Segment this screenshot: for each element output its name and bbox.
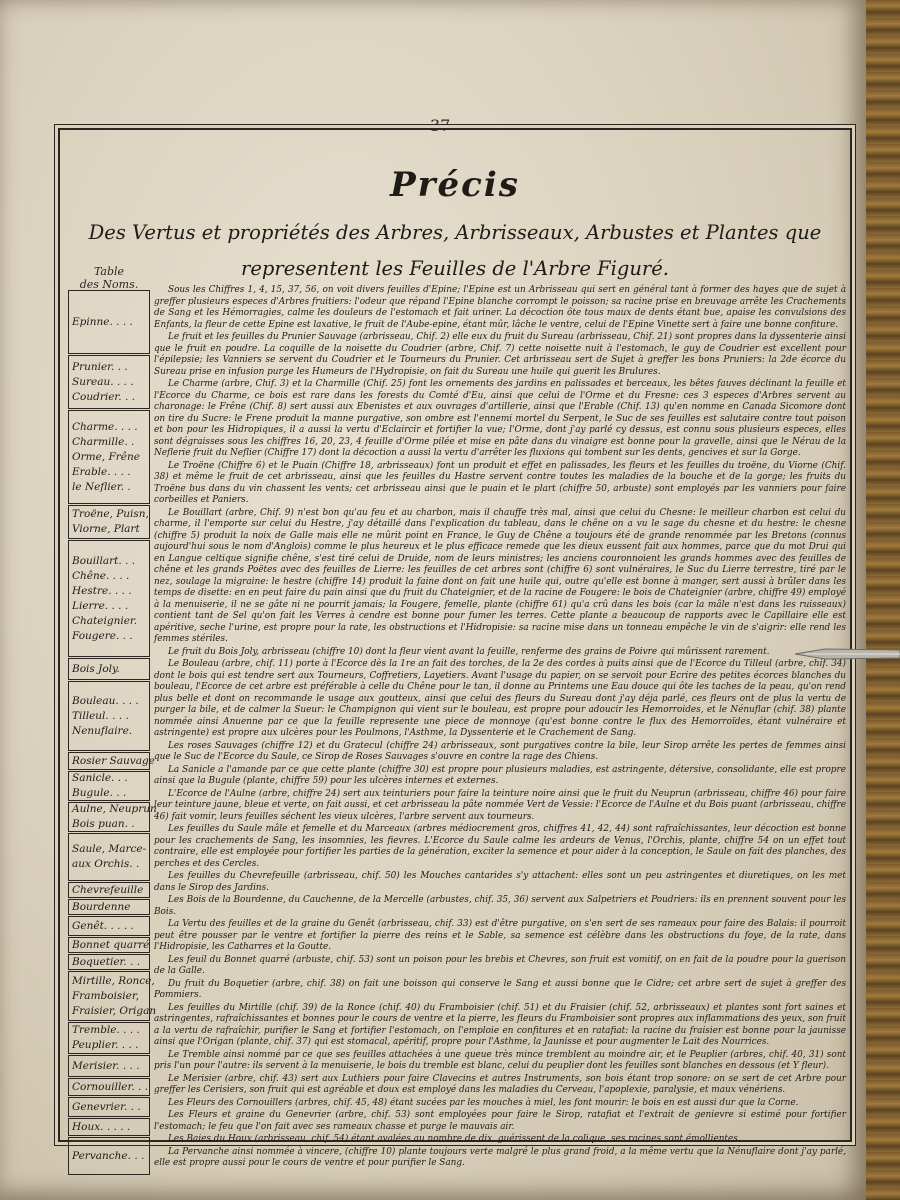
index-entry	[68, 1137, 150, 1175]
body-paragraph: La Sanicle a l'amande par ce que cette plante (chiffre 30) est propre pour plusieurs maladies, est astringente, détersive, consolidante, elle est propre ainsi que la Bugule (plante, chiffre 59) pour les ulcères internes et externes.	[154, 764, 846, 786]
page-number: 37	[430, 116, 451, 135]
index-name: Cornouiller. . .	[72, 1080, 149, 1093]
index-entry	[68, 833, 150, 881]
index-entry	[68, 1097, 150, 1117]
index-name: Bonnet quarré	[72, 938, 150, 951]
index-name: Sureau. . . .	[72, 375, 134, 388]
body-paragraph: L'Ecorce de l'Aulne (arbre, chiffre 24) sert aux teinturiers pour faire la teinture noire ainsi que le fruit du Neuprun (arbrisseau, chiffre 46) pour faire leur teinture jaune, bleue et verte, on fait aussi, et cet arbrisseau la pâte nommée Vert de Vessie: l'Ecorce de l'Aulne et du Bois puant (arbrisseau, chiffre 46) fait vomir, leurs feuilles séchent les vieux ulcères, l'arbre servent aux tourneurs.	[154, 788, 846, 822]
index-name: Genevrier. . .	[72, 1100, 141, 1113]
index-name: Bouillart. . .	[72, 554, 136, 567]
body-paragraph: La Pervanche ainsi nommée à vincere, (chiffre 10) plante toujours verte malgré le plus grand froid, a la même vertu que la Nénuflaire dont j'ay parlé, elle est propre aussi pour le cours de ventre et pour purifier le Sang.	[154, 1146, 846, 1168]
body-paragraph: Le fruit et les feuilles du Prunier Sauvage (arbrisseau, Chif. 2) elle eux du fruit du Sureau (arbrisseau, Chif. 21) sont propres dans la dyssenterie ainsi que le fruit en poudre. La coquille de la noisette du Coudrier (arbre, Chif. 7) cette noisette nuit à l'estomach, le guy de Coudrier est excellent pour l'épilepsie; les Vanniers se servent du Coudrier et le Tourneurs du Prunier. Cet arbrisseau sert de Sujet à greffer les bons Pruniers: la 2de écorce du Sureau prise en infusion purge les Humeurs de l'Hydropisie, on fait du Sureau une huile qui guerit les Brulures.	[154, 332, 846, 377]
index-name: Boquetier. . .	[72, 955, 141, 968]
paper-knife	[795, 646, 900, 662]
body-paragraph: Les feuilles du Chevrefeuille (arbrisseau, chif. 50) les Mouches cantarides s'y attachent: elles sont un peu astringentes et diuretiques, on les met dans le Sirop des Jardins.	[154, 871, 846, 893]
index-name: Fougere. . .	[72, 629, 133, 642]
index-entry	[68, 505, 150, 539]
index-name: Charme. . . .	[72, 420, 138, 433]
index-entry	[68, 882, 150, 898]
body-paragraph: Le fruit du Bois Joly, arbrisseau (chiffre 10) dont la fleur vient avant la feuille, renferme des grains de Poivre qui mûrissent rarement.	[168, 646, 770, 657]
index-name: Pervanche. . .	[72, 1149, 145, 1162]
index-entry	[68, 355, 150, 409]
body-paragraph: Les Fleurs et graine du Genevrier (arbre, chif. 53) sont employées pour faire le Sirop, ratafiat et l'extrait de genievre si estimé pour fortifier l'estomach; le feu que l'on fait avec ses rameaux chasse et purge le mauvais air.	[154, 1110, 846, 1132]
body-paragraph: Les Baies du Houx (arbrisseau, chif. 54) étant avalées au nombre de dix, guérissent de la colique, ses racines sont émollientes.	[168, 1134, 741, 1144]
index-name: Fraisier, Origan	[72, 1004, 157, 1017]
index-entry	[68, 1078, 150, 1096]
index-entry	[68, 954, 150, 970]
body-paragraph: Le Troëne (Chiffre 6) et le Puain (Chiffre 18, arbrisseaux) font un produit et effet en palissades, les fleurs et les feuilles du troëne, du Viorne (Chif. 38) et même le fruit de cet arbrisseau, ainsi que les feuilles du Hastre servent contre toutes les maladies de la bouche et de la gorge; les fruits du Troëne bus dans du vin chassent les vents; cet arbrisseau ainsi que le puain et le plart (chiffre 50, arbuste) sont employés par les vanniers pour faire corbeilles et Paniers.	[154, 460, 846, 505]
index-entry	[68, 681, 150, 751]
index-name: le Neflier. .	[72, 480, 131, 493]
index-name: Viorne, Plart	[72, 523, 140, 535]
text-frame	[58, 128, 852, 1168]
index-entry	[68, 802, 157, 832]
index-name: Tilleul. . . .	[72, 709, 129, 722]
body-paragraph: Les feuilles du Mirtille (chif. 39) de la Ronce (chif. 40) du Framboisier (chif. 51) et du Fraisier (chif. 52, arbrisseaux) et plantes sont fort saines et astringentes, rafraîchissantes et bonnes pour le cours de ventre et la pierre, les fleurs du Framboisier sont propres aux inflammations des yeux, son fruit a la vertu de rafraîchir, purifier le Sang et fortifier l'estomach, on l'emploie en confitures et en ratafiat: la racine du fraisier est bonne pour la jaunisse ainsi que l'Origan (plante, chif. 37) qui est stomacal, apéritif, propre pour l'Asthme, la Jaunisse et pour augmenter le Lait des Nourrices.	[154, 1002, 846, 1047]
index-name: Saule, Marce-	[72, 843, 147, 855]
index-entry	[68, 771, 150, 801]
index-name: Erable. . . .	[72, 465, 131, 478]
index-entry	[68, 410, 150, 504]
body-paragraph: Les Bois de la Bourdenne, du Cauchenne, de la Mercelle (arbustes, chif. 35, 36) servent aux Salpetriers et Poudriers: ils en prennent souvent pour les Bois.	[154, 895, 846, 917]
index-name: Tremble. . . .	[72, 1024, 140, 1036]
index-name: Mirtille, Ronce,	[72, 974, 155, 987]
body-paragraph: Le Merisier (arbre, chif. 43) sert aux Luthiers pour faire Clavecins et autres Instruments, son bois étant trop sonore: on se sert de cet Arbre pour greffer les Cerisiers, son fruit qui est agréable et doux est employé dans les maladies du Cerveau, l'apoplexie, paralysie, et maux vénériens.	[154, 1073, 846, 1095]
body-paragraph: Le Bouillart (arbre, Chif. 9) n'est bon qu'au feu et au charbon, mais il chauffe très mal, ainsi que celui du Chesne: le meilleur charbon est celui du charme, il l'emporte sur celui du Hestre, j'ay détaillé dans l'explication du tableau, dans le chêne on a vu le sage du chesne et du hestre: le chesne (chiffre 5) produit la noix de Galle mais elle ne mûrit point en France, le Guy de Chêne a toujours été de grande renommée par les Bretons (connus aujourd'hui sous le nom d'Anglois) comme le plus heureux et le plus efficace remede que les dieux eussent fait aux hommes, parce que du mot Drui qui en Langue celtique signifie chêne, s'est tiré celui de Druide, nom de leurs ministres; les anciens couronnoient les grands hommes avec des feuilles de chêne et les grands Poëtes avec des feuilles de Lierre: les feuilles de cet arbres sont (chiffre 6) sont vulnéraires, le Suc du Lierre terrestre, tiré par le nez, soulage la migraine: le hestre (chiffre 14) produit la faine dont on fait une huile qui, outre qu'elle est bonne à manger, sert aussi à brûler dans les temps de disette: en en peut faire du pain ainsi que du fruit du Chateignier, et de la racine de Fougere: le bois de Chateignier (arbre, chiffre 49) employé à la menuiserie, il ne se gâte ni ne pourrit jamais; la Fougere, femelle, plante (chiffre 61) qu'a crû dans les bois (car la mâle n'est dans les ruisseaux) contient tant de Sel qu'on fait les Verres à cendre est bonne pour fumer les terres. Cette plante a beaucoup de rapports avec le Capillaire elle est apéritive, seche l'urine, est propre pour la rate, les obstructions et l'Hidropisie: sa racine mise dans un tonneau empêche le vin de s'aigrir: elle rend les femmes stériles.	[154, 507, 846, 644]
index-name: Aulne, Neuprun	[72, 803, 157, 815]
index-name: Genêt. . . . .	[72, 919, 134, 932]
body-paragraph: Les roses Sauvages (chiffre 12) et du Gratecul (chiffre 24) arbrisseaux, sont purgatives contre la bile, leur Sirop arrête les pertes de femmes ainsi que le Suc de l'Ecorce du Saule, ce Sirop de Roses Sauvages s'ouvre en contre la rage des Chiens.	[154, 740, 846, 762]
index-entry	[68, 1022, 150, 1054]
index-name: Sanicle. . .	[72, 772, 128, 784]
index-name: Bois puan. .	[72, 818, 135, 830]
body-paragraph: Le Bouleau (arbre, chif. 11) porte à l'Ecorce dès la 1re an fait des torches, de la 2e des cordes à puits ainsi que de l'Ecorce du Tilleul (arbre, chif. 34) dont le bois qui est tendre sert aux Tourneurs, Coffretiers, Layetiers. Avant l'usage du papier, on se servoit pour Ecrire des petites écorces blanches du bouleau, l'Ecorce de cet arbre est préférable à celle du Chêne pour le tan, il donne au Printems une Eau douce qui ôte les taches de la peau, qu'on rend plus belle et dont on recommande le usage aux goutteux, ainsi que celui des fleurs du Sureau dont j'ay déja parlé, ces fleurs ont de plus la vertu de purger la bile, et de calmer la Sueur: le Champignon qui vient sur le bouleau, est propre pour adoucir les Hemorroides, et le Nénuflar (chif. 38) plante nommée ainsi Anuenne par ce que la feuille represente une piece de monnoye (qu'est bonne contre le flux des Hemorroïdes, étant vulnéraire et astringente) est propre aux ulcères pour les Poulmons, l'Asthme, la Dyssenterie et le Crachement de Sang.	[154, 659, 846, 738]
index-name: Merisier. . . .	[72, 1059, 140, 1072]
index-name: Chêne. . . .	[72, 569, 130, 582]
subtitle-line-1: Des Vertus et propriétés des Arbres, Arbrisseaux, Arbustes et Plantes que	[88, 221, 822, 244]
body-paragraph: Le Tremble ainsi nommé par ce que ses feuilles attachées à une queue très mince tremblent au moindre air, et le Peuplier (arbres, chif. 40, 31) sont pris l'un pour l'autre: ils servent à la menuiserie, le bois du tremble est blanc, celui du peuplier dont les feuilles sont blanches en dessous (et Y fleur).	[154, 1049, 846, 1071]
index-entry	[68, 916, 150, 936]
index-name: aux Orchis. .	[72, 858, 140, 870]
page-subtitle	[80, 215, 830, 287]
page-title: Précis	[390, 165, 520, 205]
body-text	[154, 285, 846, 1168]
subtitle-line-2: representent les Feuilles de l'Arbre Figuré.	[241, 257, 669, 280]
index-name: Troëne, Puisn,	[72, 508, 149, 520]
index-entry	[68, 1055, 150, 1077]
index-entry	[68, 290, 150, 354]
index-name: Bois Joly.	[72, 662, 120, 675]
index-entry	[68, 540, 150, 657]
index-header-line-2: des Noms.	[79, 278, 139, 291]
index-name: Framboisier,	[72, 989, 140, 1002]
index-name: Rosier Sauvage	[72, 754, 155, 767]
body-paragraph: Les feuilles du Saule mâle et femelle et du Marceaux (arbres médiocrement gros, chiffres 41, 42, 44) sont rafraîchissantes, leur décoction est bonne pour les crachements de Sang, les insomnies, les fievres. L'Ecorce du Saule calme les ardeurs de Venus, l'Orchis, plante, chiffre 54 on un effet tout contraire, elle est employée pour fortifier les parties de la génération, exciter la semence et pour aider à la conception, le Saule on fait des planches, des perches et des Cercles.	[154, 824, 846, 869]
index-name: Bourdenne	[72, 900, 131, 913]
index-name: Hestre. . . .	[72, 584, 132, 597]
index-header-line-1: Table	[93, 265, 125, 278]
index-name: Nenuflaire.	[72, 724, 133, 737]
body-paragraph: Les feuil du Bonnet quarré (arbuste, chif. 53) sont un poison pour les brebis et Chevres, son fruit est vomitif, on en fait de la poudre pour la guerison de la Galle.	[154, 954, 846, 976]
index-name: Bugule. . .	[72, 787, 127, 799]
index-name: Lierre. . . .	[72, 599, 129, 612]
index-column	[68, 290, 157, 1176]
index-name: Orme, Frêne	[72, 450, 140, 463]
body-paragraph: Sous les Chiffres 1, 4, 15, 37, 56, on voit divers feuilles d'Epine; l'Epine est un Arbrisseau qui sert en général tant à former des hayes que de sujet à greffer plusieurs especes d'Arbres fruitiers: l'odeur que répand l'Epine blanche corrompt le poisson; sa racine prise en breuvage arrête les Crachements de Sang et les Hémorragies, calme les douleurs de l'estomach et fait uriner. La décoction ôte tous maux de dents étant bue, apaise les convulsions des Enfants, la fleur de cette Epine est laxative, le fruit de l'Aube-epine, étant mûr, lâche le ventre, celui de l'Epine Vinette sert à faire une bonne confiture.	[154, 285, 846, 330]
index-name: Epinne. . . .	[72, 315, 133, 328]
index-header	[74, 265, 144, 291]
index-name: Chevrefeuille	[72, 883, 144, 896]
index-name: Coudrier. . .	[72, 390, 135, 403]
index-name: Prunier. . .	[72, 360, 128, 373]
index-name: Chateignier.	[72, 614, 138, 627]
index-entry	[68, 658, 150, 680]
index-name: Bouleau. . . .	[72, 694, 139, 707]
body-paragraph: Le Charme (arbre, Chif. 3) et la Charmille (Chif. 25) font les ornements des jardins en palissades et berceaux, les bêtes fauves déclinant la feuille et l'Ecorce du Charme, ce bois est rare dans les forests du Comté d'Eu, ainsi que celui de l'Orme et du Fresne: ces 3 especes d'Arbres servent au charonage: le Frêne (Chif. 8) sert aussi aux Ebenistes et aux ouvrages d'artillerie, ainsi que l'Erable (Chif. 13) qu'en nomme en Canada Sicomore dont on tire du Sucre: le Frene produit la manne purgative, son ombre est l'ennemi mortel du Serpent, le Suc de ses feuilles est salutaire contre tout poison et bon pour les Hidropiques, il a aussi la vertu d'Eclaircir et fortifier la vue; l'Orme, dont j'ay parlé cy dessus, est connu sous plusieurs especes, elles sont dégraisses sous les chiffres 16, 20, 23, 4 feuille d'Orme pilée et mise en pâte dans du vinaigre est bonne pour la gravelle, ainsi que le Nérau de la Neflerie fruit du Neflier (Chiffre 17) dont la décoction a aussi la vertu d'arrêter les fluxions qui tombent sur les dents, gencives et sur la Gorge.	[154, 379, 846, 458]
body-paragraph: Du fruit du Boquetier (arbre, chif. 38) on fait une boisson qui conserve le Sang et aussi bonne que le Cidre; cet arbre sert de sujet à greffer des Pommiers.	[154, 978, 846, 1000]
book-binding	[864, 0, 900, 1200]
index-name: Houx. . . . .	[72, 1120, 131, 1133]
index-name: Charmille. .	[72, 435, 135, 448]
index-name: Peuplier. . . .	[72, 1039, 139, 1051]
index-entry	[68, 971, 157, 1021]
index-entry	[68, 752, 155, 770]
body-paragraph: La Vertu des feuilles et de la graine du Genêt (arbrisseau, chif. 33) est d'être purgative, on s'en sert de ses rameaux pour faire des Balais: il pourroit peut être pousser par le ventre et fortifier la pierre des reins et le Sable, sa semence est célèbre dans les obstructions du foye, de la rate, dans l'Hidropisie, les Catharres et la Goutte.	[154, 919, 846, 952]
index-entry	[68, 937, 150, 953]
body-paragraph: Les Fleurs des Cornouillers (arbres, chif. 45, 48) étant sucées par les mouches à miel, les font mourir: le bois en est aussi dur que la Corne.	[168, 1097, 799, 1108]
index-entry	[68, 899, 150, 915]
index-entry	[68, 1118, 150, 1136]
